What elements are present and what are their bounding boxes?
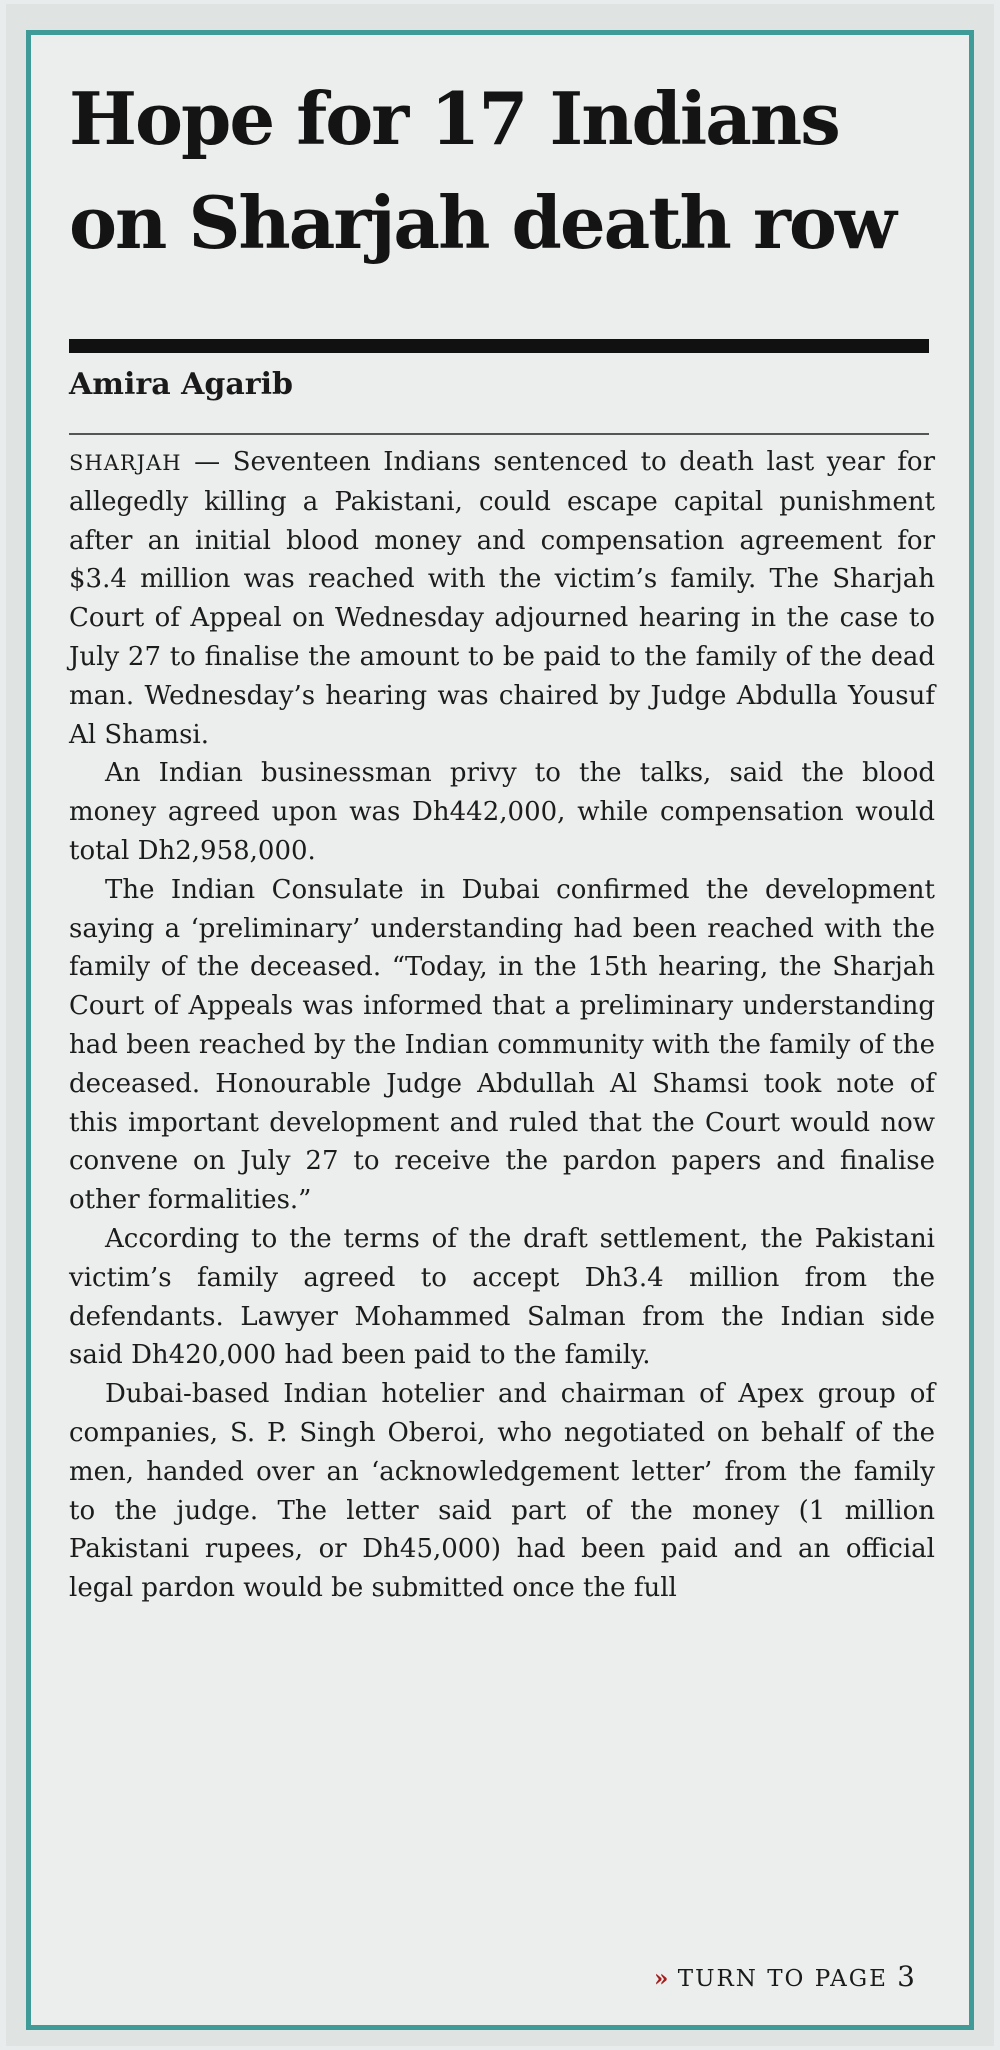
- paragraph-2: An Indian businessman privy to the talks, said the blood money agreed upon was Dh442,000, while compensation would total Dh2,958,000.: [69, 758, 935, 866]
- turn-to-page-label: TURN TO PAGE: [677, 1966, 888, 1992]
- newspaper-page: [6, 4, 994, 2046]
- article-body: [69, 443, 935, 1608]
- headline-line-1: Hope for 17 Indians: [69, 76, 839, 161]
- paragraph-1-text: Seventeen Indians sentenced to death last year for allegedly killing a Pakistani, could escape capital punishment after an initial blood money and compensation agreement for $3.4 million was reached with the victim’s family. The Sharjah Court of Appeal on Wednesday adjourned hearing in the case to July 27 to finalise the amount to be paid to the family of the dead man. Wednesday’s hearing was chaired by Judge Abdulla Yousuf Al Shamsi.: [69, 447, 936, 750]
- headline-rule: [69, 339, 929, 353]
- paragraph-4: According to the terms of the draft settlement, the Pakistani victim’s family agreed to accept Dh3.4 million from the defendants. Lawyer Mohammed Salman from the Indian side said Dh420,000 had been paid to the family.: [69, 1223, 935, 1371]
- paragraph-5: Dubai-based Indian hotelier and chairman of Apex group of companies, S. P. Singh Oberoi, who negotiated on behalf of the men, handed over an ‘acknowledgement letter’ from the family to the judge. The letter said part of the money (1 million Pakistani rupees, or Dh45,000) had been paid and an official legal pardon would be submitted once the full: [69, 1379, 935, 1604]
- byline: Amira Agarib: [69, 367, 293, 402]
- turn-to-page: [654, 1960, 917, 1996]
- dateline: SHARJAH: [69, 451, 182, 475]
- article-clipping: [26, 30, 974, 2030]
- double-chevron-icon: »: [654, 1965, 669, 1992]
- turn-page-number: 3: [897, 1960, 917, 1993]
- paragraph-3: The Indian Consulate in Dubai confirmed the development saying a ‘preliminary’ understanding had been reached with the family of the deceased. “Today, in the 15th hearing, the Sharjah Court of Appeals was informed that a preliminary understanding had been reached by the Indian community with the family of the deceased. Honourable Judge Abdullah Al Shamsi took note of this important development and ruled that the Court would now convene on July 27 to receive the pardon papers and finalise other formalities.”: [69, 874, 935, 1216]
- headline-line-2: on Sharjah death row: [69, 180, 895, 265]
- byline-rule: [69, 433, 929, 435]
- paragraph-1: [69, 443, 935, 754]
- dateline-separator: —: [181, 447, 233, 477]
- headline: [69, 67, 949, 275]
